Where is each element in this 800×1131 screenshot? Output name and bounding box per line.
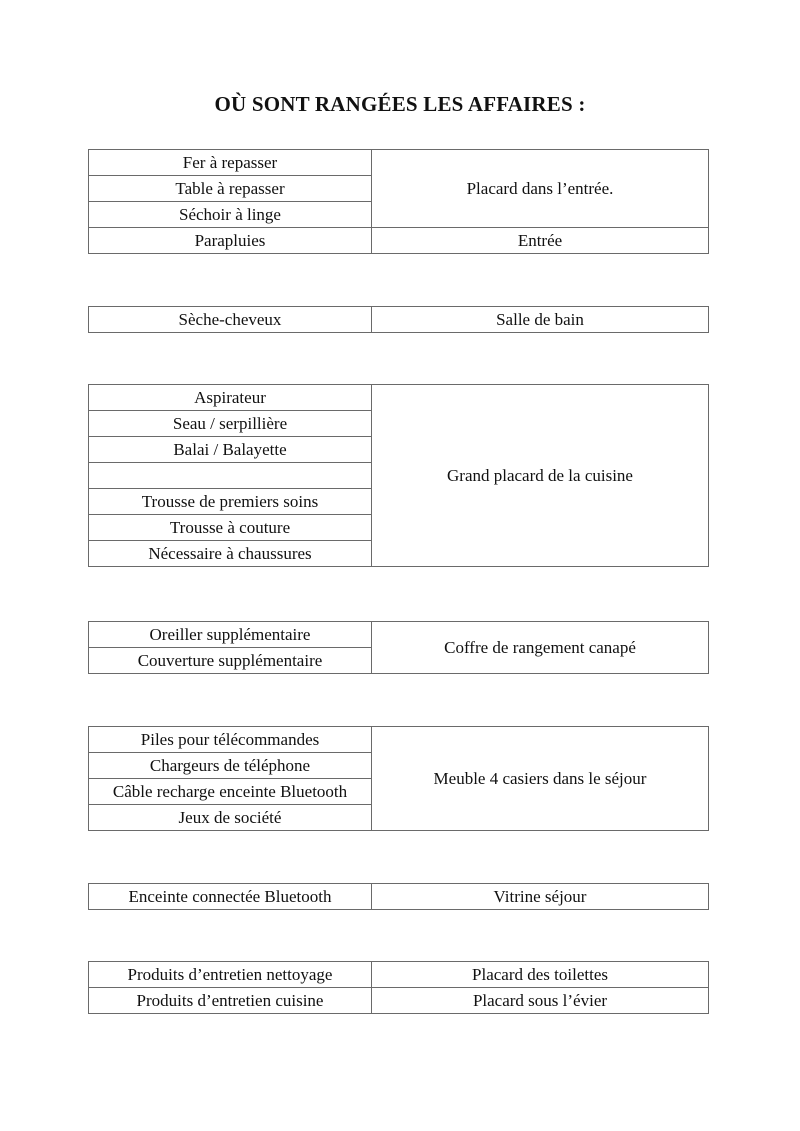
item-cell: Balai / Balayette xyxy=(89,437,372,463)
item-cell: Enceinte connectée Bluetooth xyxy=(89,884,372,910)
item-cell: Produits d’entretien nettoyage xyxy=(89,962,372,988)
storage-table-vitrine xyxy=(88,883,709,910)
table-row xyxy=(89,988,709,1014)
location-cell: Meuble 4 casiers dans le séjour xyxy=(372,727,709,831)
item-cell: Chargeurs de téléphone xyxy=(89,753,372,779)
item-cell: Aspirateur xyxy=(89,385,372,411)
item-cell: Table à repasser xyxy=(89,176,372,202)
table-row xyxy=(89,150,709,176)
table-row xyxy=(89,727,709,753)
item-cell: Trousse à couture xyxy=(89,515,372,541)
storage-table-meuble-sejour xyxy=(88,726,709,831)
item-cell: Sèche-cheveux xyxy=(89,307,372,333)
location-cell: Entrée xyxy=(372,228,709,254)
item-cell: Parapluies xyxy=(89,228,372,254)
table-row xyxy=(89,884,709,910)
item-cell: Câble recharge enceinte Bluetooth xyxy=(89,779,372,805)
item-cell: Oreiller supplémentaire xyxy=(89,622,372,648)
storage-table-cuisine xyxy=(88,384,709,567)
location-cell: Placard sous l’évier xyxy=(372,988,709,1014)
storage-table-canape xyxy=(88,621,709,674)
item-cell: Séchoir à linge xyxy=(89,202,372,228)
location-cell: Vitrine séjour xyxy=(372,884,709,910)
item-cell: Nécessaire à chaussures xyxy=(89,541,372,567)
storage-table-entree xyxy=(88,149,709,254)
item-cell: Trousse de premiers soins xyxy=(89,489,372,515)
table-row xyxy=(89,228,709,254)
item-cell: Jeux de société xyxy=(89,805,372,831)
location-cell: Placard des toilettes xyxy=(372,962,709,988)
item-cell: Seau / serpillière xyxy=(89,411,372,437)
storage-table-salle-de-bain xyxy=(88,306,709,333)
item-cell: Fer à repasser xyxy=(89,150,372,176)
item-cell: Couverture supplémentaire xyxy=(89,648,372,674)
table-row xyxy=(89,307,709,333)
location-cell: Coffre de rangement canapé xyxy=(372,622,709,674)
location-cell: Placard dans l’entrée. xyxy=(372,150,709,228)
item-cell: Piles pour télécommandes xyxy=(89,727,372,753)
item-cell: Produits d’entretien cuisine xyxy=(89,988,372,1014)
table-row xyxy=(89,622,709,648)
storage-table-entretien xyxy=(88,961,709,1014)
table-row xyxy=(89,962,709,988)
item-cell-empty xyxy=(89,463,372,489)
location-cell: Grand placard de la cuisine xyxy=(372,385,709,567)
location-cell: Salle de bain xyxy=(372,307,709,333)
table-row xyxy=(89,385,709,411)
page-title: OÙ SONT RANGÉES LES AFFAIRES : xyxy=(214,92,586,116)
